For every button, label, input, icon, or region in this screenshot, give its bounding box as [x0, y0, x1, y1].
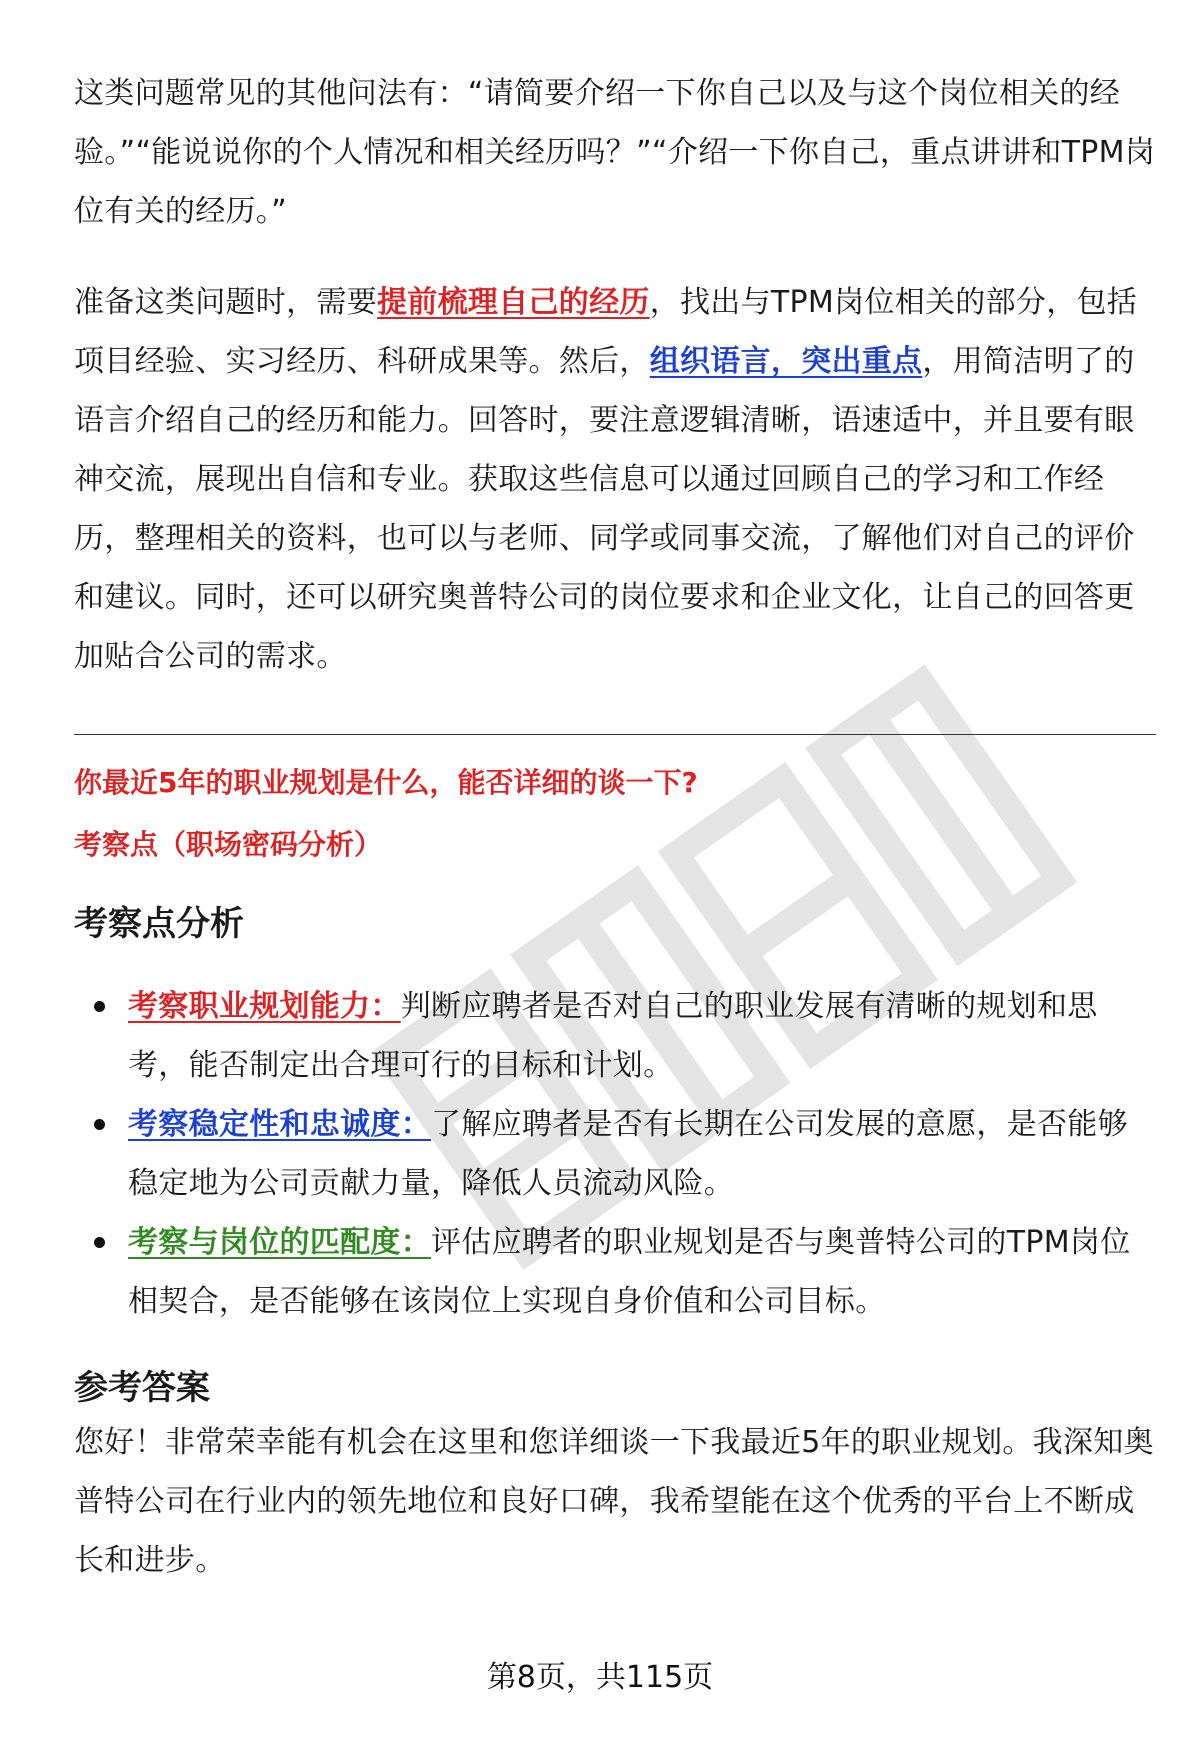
main-content — [74, 64, 1156, 1590]
analysis-item-text: 了解应聘者是否有长期在公司发展的意愿，是否能够稳定地为公司贡献力量，降低人员流动风险。 — [128, 1107, 1128, 1201]
answer-heading: 参考答案 — [74, 1368, 210, 1408]
analysis-item-text: 评估应聘者的职业规划是否与奥普特公司的TPM岗位相契合，是否能够在该岗位上实现自身价值和公司目标。 — [128, 1225, 1131, 1319]
analysis-item — [74, 1213, 1156, 1331]
analysis-item-label: 考察职业规划能力： — [128, 989, 401, 1024]
bullet-icon — [94, 1001, 105, 1012]
highlight-review-experience: 提前梳理自己的经历 — [377, 285, 650, 320]
prep-text-2: ，找出与TPM岗位相关的部分，包括项目经验、实习经历、科研成果等。然后， — [74, 285, 1138, 379]
highlight-organize-language: 组织语言，突出重点 — [649, 344, 923, 379]
analysis-list — [74, 977, 1156, 1331]
intro-paragraph: 这类问题常见的其他问法有：“请简要介绍一下你自己以及与这个岗位相关的经验。”“能说说你的个人情况和相关经历吗？”“介绍一下你自己，重点讲讲和TPM岗位有关的经历。” — [74, 76, 1156, 229]
prep-text-3: ，用简洁明了的语言介绍自己的经历和能力。回答时，要注意逻辑清晰，语速适中，并且要有眼神交流，展现出自信和专业。获取这些信息可以通过回顾自己的学习和工作经历，整理相关的资料，也可以与老师、同学或同事交流，了解他们对自己的评价和建议。同时，还可以研究奥普特公司的岗位要求和企业文化，让自己的回答更加贴合公司的需求。 — [74, 344, 1135, 674]
page-number: 第8页，共115页 — [486, 1660, 714, 1695]
analysis-item-label: 考察与岗位的匹配度： — [128, 1225, 431, 1260]
section-divider — [74, 734, 1156, 735]
bullet-icon — [94, 1119, 105, 1130]
analysis-item-text: 判断应聘者是否对自己的职业发展有清晰的规划和思考，能否制定出合理可行的目标和计划。 — [128, 989, 1098, 1083]
analysis-heading: 考察点分析 — [74, 904, 244, 944]
bullet-icon — [94, 1237, 105, 1248]
question-subtitle: 考察点（职场密码分析） — [74, 828, 383, 861]
prep-paragraph — [74, 273, 1156, 686]
analysis-item — [74, 977, 1156, 1095]
prep-text-1: 准备这类问题时，需要 — [74, 285, 377, 320]
analysis-item — [74, 1095, 1156, 1213]
question-title: 你最近5年的职业规划是什么，能否详细的谈一下? — [74, 766, 698, 799]
answer-paragraph: 您好！非常荣幸能有机会在这里和您详细谈一下我最近5年的职业规划。我深知奥普特公司在行业内的领先地位和良好口碑，我希望能在这个优秀的平台上不断成长和进步。 — [74, 1425, 1154, 1578]
analysis-item-label: 考察稳定性和忠诚度： — [128, 1107, 431, 1142]
